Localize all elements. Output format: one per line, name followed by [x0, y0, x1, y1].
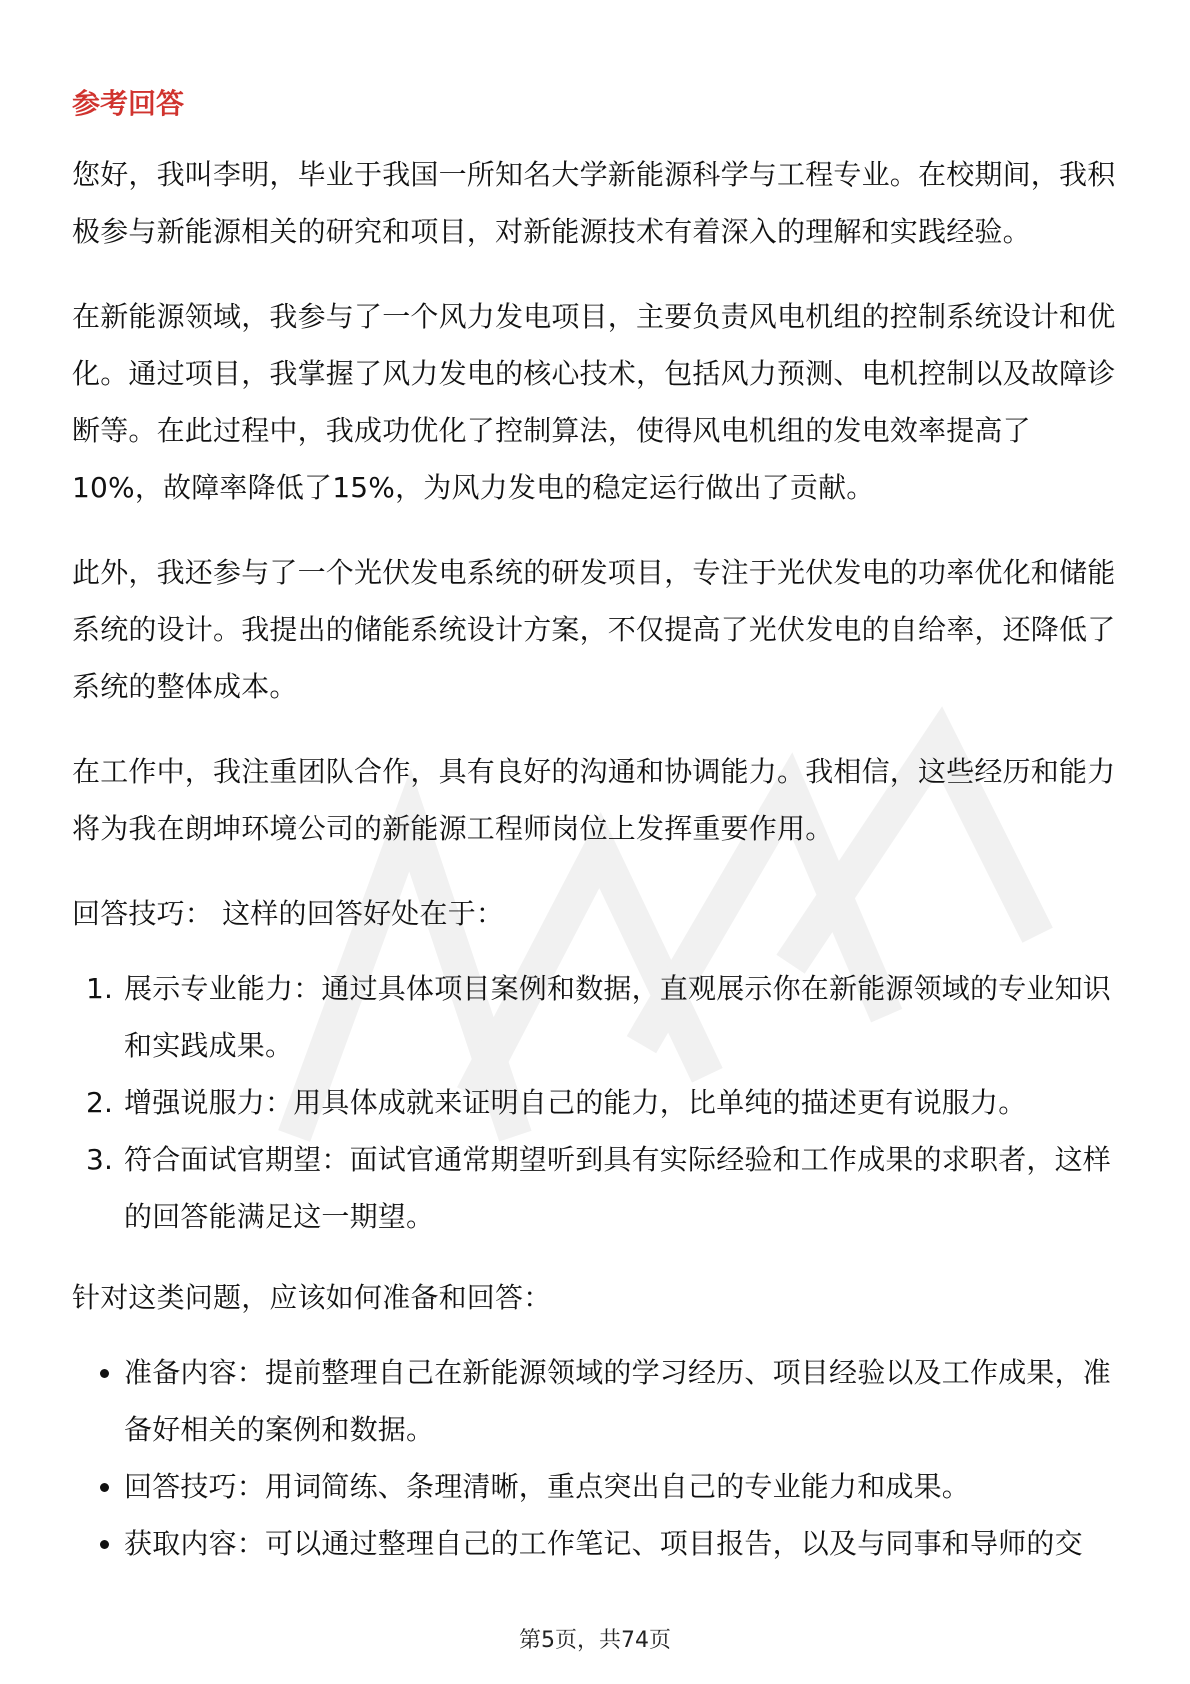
list-item-text: 准备内容：提前整理自己在新能源领域的学习经历、项目经验以及工作成果，准备好相关的案例和数据。	[124, 1356, 1112, 1446]
list-item	[72, 1074, 1118, 1131]
list-number: 3.	[86, 1143, 114, 1176]
list-item	[72, 1131, 1118, 1245]
list-number: 2.	[86, 1086, 114, 1119]
bullet-icon	[100, 1483, 109, 1492]
tips-numbered-list	[72, 960, 1118, 1245]
list-item-text: 符合面试官期望：面试官通常期望听到具有实际经验和工作成果的求职者，这样的回答能满足这一期望。	[124, 1143, 1112, 1233]
answer-paragraph-2: 在新能源领域，我参与了一个风力发电项目，主要负责风电机组的控制系统设计和优化。通过项目，我掌握了风力发电的核心技术，包括风力预测、电机控制以及故障诊断等。在此过程中，我成功优化了控制算法，使得风电机组的发电效率提高了10%，故障率降低了15%，为风力发电的稳定运行做出了贡献。	[72, 300, 1116, 504]
bullet-icon	[100, 1540, 109, 1549]
list-item-text: 回答技巧：用词简练、条理清晰，重点突出自己的专业能力和成果。	[124, 1470, 971, 1503]
bullet-icon	[100, 1369, 109, 1378]
list-item	[72, 1515, 1118, 1572]
answer-paragraph-3: 此外，我还参与了一个光伏发电系统的研发项目，专注于光伏发电的功率优化和储能系统的设计。我提出的储能系统设计方案，不仅提高了光伏发电的自给率，还降低了系统的整体成本。	[72, 556, 1116, 703]
list-item-text: 获取内容：可以通过整理自己的工作笔记、项目报告，以及与同事和导师的交	[124, 1527, 1083, 1560]
list-item	[72, 1458, 1118, 1515]
list-item	[72, 960, 1118, 1074]
list-item-text: 增强说服力：用具体成就来证明自己的能力，比单纯的描述更有说服力。	[124, 1086, 1027, 1119]
prep-intro: 针对这类问题，应该如何准备和回答：	[72, 1281, 552, 1314]
section-heading: 参考回答	[72, 87, 185, 120]
list-item-text: 展示专业能力：通过具体项目案例和数据，直观展示你在新能源领域的专业知识和实践成果。	[124, 972, 1112, 1062]
list-number: 1.	[86, 972, 114, 1005]
list-item	[72, 1344, 1118, 1458]
page-number-footer: 第5页，共74页	[519, 1628, 671, 1653]
answer-paragraph-1: 您好，我叫李明，毕业于我国一所知名大学新能源科学与工程专业。在校期间，我积极参与新能源相关的研究和项目，对新能源技术有着深入的理解和实践经验。	[72, 158, 1116, 248]
answer-paragraph-4: 在工作中，我注重团队合作，具有良好的沟通和协调能力。我相信，这些经历和能力将为我在朗坤环境公司的新能源工程师岗位上发挥重要作用。	[72, 755, 1116, 845]
document-content	[72, 84, 1118, 1596]
prep-bullet-list	[72, 1344, 1118, 1572]
tips-intro: 回答技巧： 这样的回答好处在于：	[72, 897, 505, 930]
